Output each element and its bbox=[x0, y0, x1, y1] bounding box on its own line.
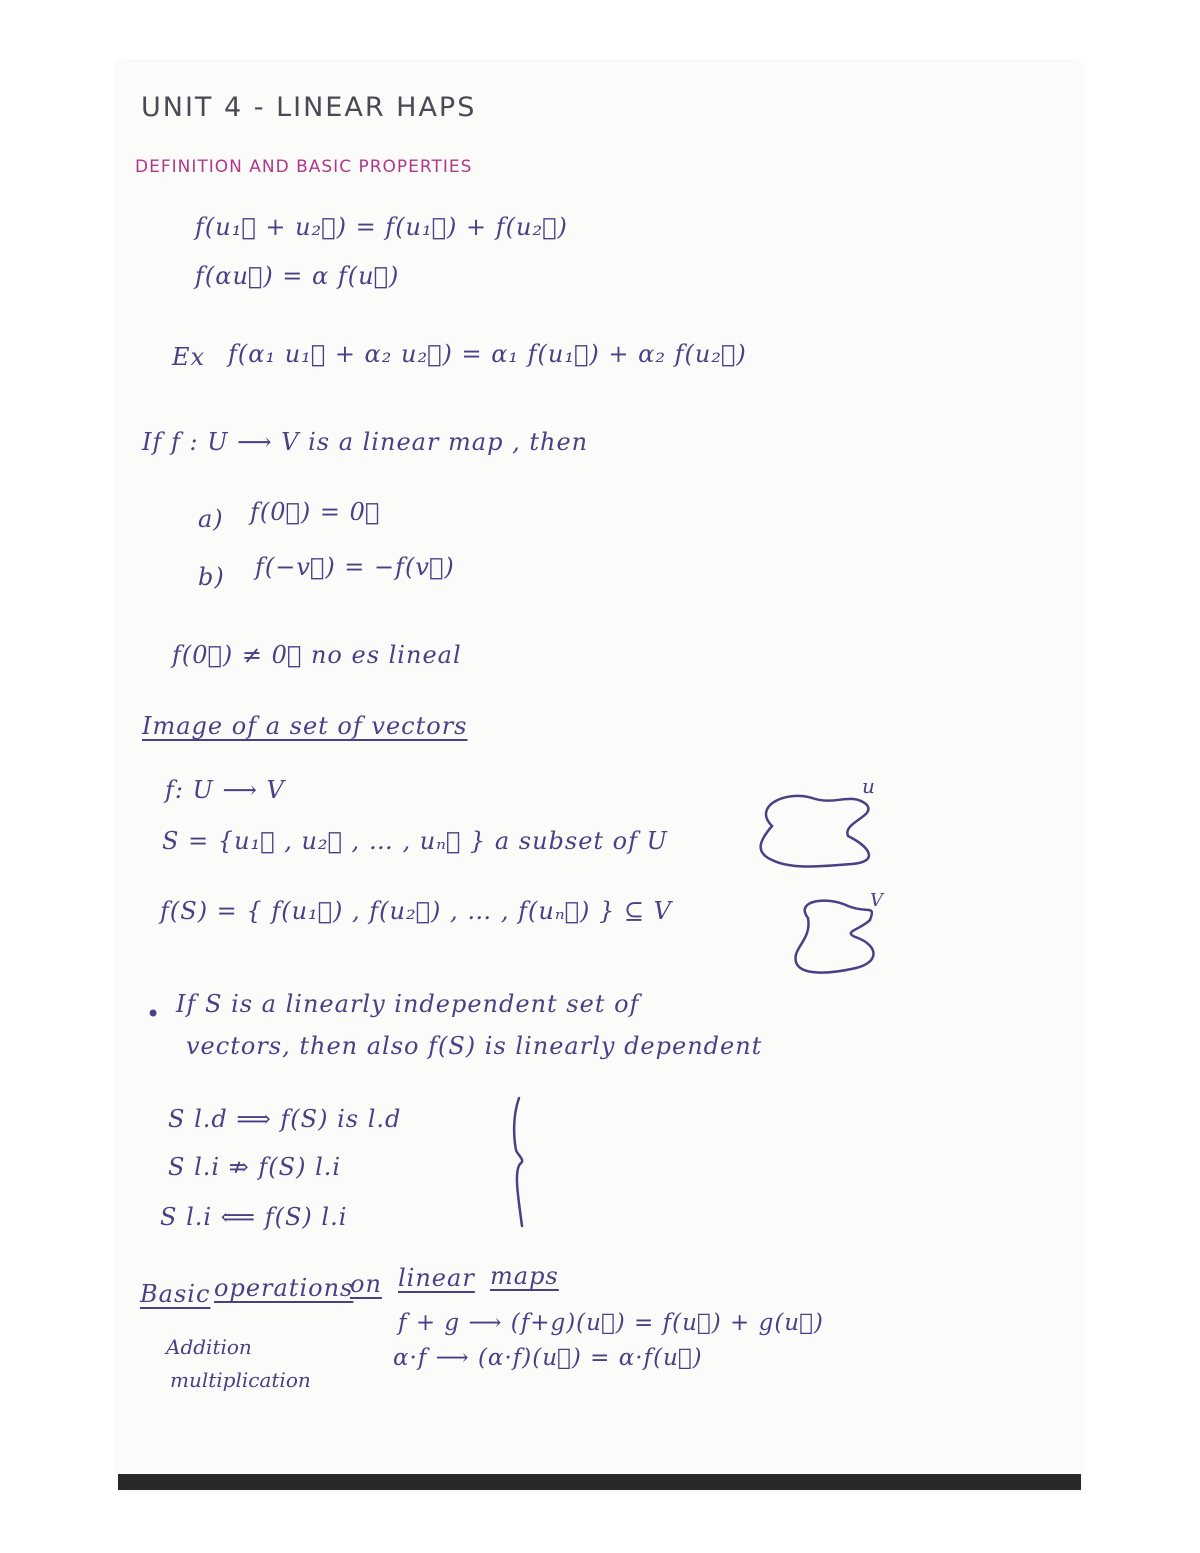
multiplication-formula: α·f ⟶ (α·f)(u⃗) = α·f(u⃗) bbox=[393, 1345, 703, 1371]
rule-ld: S l.d ⟹ f(S) is l.d bbox=[168, 1105, 402, 1133]
image-of-set-heading: Image of a set of vectors bbox=[142, 712, 468, 740]
rules-brace bbox=[514, 1098, 522, 1226]
set-v-blob bbox=[795, 901, 873, 973]
property-b-formula: f(−v⃗) = −f(v⃗) bbox=[255, 553, 455, 581]
independence-statement-line1: If S is a linearly independent set of bbox=[176, 990, 640, 1018]
section-heading: DEFINITION AND BASIC PROPERTIES bbox=[135, 157, 473, 177]
independence-statement-line2: vectors, then also f(S) is linearly dependent bbox=[186, 1032, 763, 1060]
blob-v-label: V bbox=[870, 890, 884, 911]
operations-heading-maps: maps bbox=[490, 1262, 559, 1290]
multiplication-label: multiplication bbox=[170, 1368, 311, 1392]
operations-heading-basic: Basic bbox=[140, 1280, 211, 1308]
blob-u-label: u bbox=[862, 774, 876, 798]
page-title: UNIT 4 - LINEAR HAPS bbox=[141, 92, 477, 123]
image-set-definition: f(S) = { f(u₁⃗) , f(u₂⃗) , … , f(uₙ⃗) } ⊆ V bbox=[160, 897, 672, 925]
set-u-blob bbox=[761, 796, 869, 867]
property-b-label: b) bbox=[198, 563, 225, 591]
property-a-formula: f(0⃗) = 0⃗ bbox=[250, 498, 381, 526]
addition-label: Addition bbox=[166, 1335, 252, 1359]
set-definition: S = {u₁⃗ , u₂⃗ , … , uₙ⃗ } a subset of U bbox=[162, 827, 668, 855]
bullet-marker: • bbox=[146, 1000, 162, 1028]
operations-heading-on: on bbox=[350, 1270, 382, 1298]
example-label: Ex bbox=[172, 343, 206, 371]
operations-heading-linear: linear bbox=[398, 1264, 475, 1292]
example-formula: f(α₁ u₁⃗ + α₂ u₂⃗) = α₁ f(u₁⃗) + α₂ f(u₂⃗) bbox=[228, 340, 747, 368]
not-linear-note: f(0⃗) ≠ 0⃗ no es lineal bbox=[172, 641, 462, 669]
additivity-formula: f(u₁⃗ + u₂⃗) = f(u₁⃗) + f(u₂⃗) bbox=[195, 213, 568, 241]
homogeneity-formula: f(αu⃗) = α f(u⃗) bbox=[195, 262, 400, 290]
property-intro: If f : U ⟶ V is a linear map , then bbox=[142, 428, 589, 456]
property-a-label: a) bbox=[198, 505, 224, 533]
rule-li-converse: S l.i ⟸ f(S) l.i bbox=[160, 1203, 348, 1231]
map-notation: f: U ⟶ V bbox=[165, 776, 285, 804]
addition-formula: f + g ⟶ (f+g)(u⃗) = f(u⃗) + g(u⃗) bbox=[398, 1310, 824, 1336]
operations-heading-operations: operations bbox=[214, 1274, 354, 1302]
rule-li-not-implies: S l.i ⇏ f(S) l.i bbox=[168, 1153, 342, 1181]
